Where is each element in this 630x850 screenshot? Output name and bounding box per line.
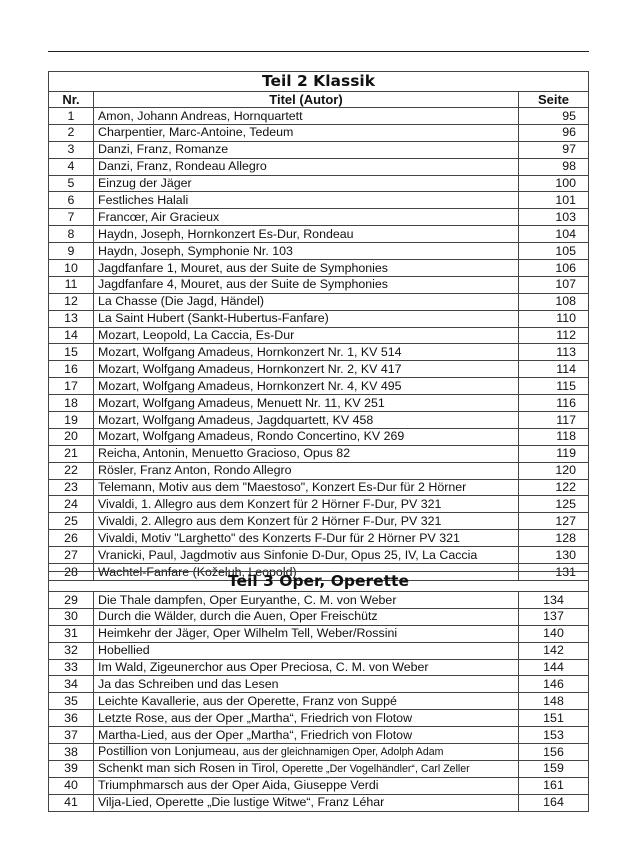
row-title-cell <box>94 479 519 496</box>
top-rule <box>48 51 589 52</box>
row-title-cell <box>94 124 519 141</box>
row-title: Charpentier, Marc-Antoine, Tedeum <box>98 125 294 140</box>
row-number: 1 <box>49 108 94 125</box>
row-page: 146 <box>519 676 589 693</box>
row-title-cell <box>94 445 519 462</box>
row-page: 107 <box>518 276 588 293</box>
row-number: 2 <box>49 124 94 141</box>
row-title: Vivaldi, 1. Allegro aus dem Konzert für 2 Hörner F-Dur, PV 321 <box>98 497 442 512</box>
row-page: 125 <box>518 496 588 513</box>
row-title-cell <box>94 744 519 761</box>
row-title-cell <box>94 693 519 710</box>
row-title: Jagdfanfare 1, Mouret, aus der Suite de Symphonies <box>98 260 388 275</box>
row-title-cell <box>94 462 519 479</box>
row-title-cell <box>94 608 519 625</box>
row-number: 17 <box>49 378 94 395</box>
row-number: 24 <box>49 496 94 513</box>
row-title: Schenkt man sich Rosen in Tirol, <box>98 760 282 775</box>
row-page: 104 <box>518 226 588 243</box>
row-title-cell <box>94 243 519 260</box>
row-number: 15 <box>49 344 94 361</box>
row-number: 37 <box>49 727 94 744</box>
row-title: Mozart, Wolfgang Amadeus, Hornkonzert Nr. 4, KV 495 <box>98 378 402 393</box>
row-number: 39 <box>49 760 94 777</box>
row-page: 103 <box>518 209 588 226</box>
table-row <box>49 243 589 260</box>
row-page: 122 <box>518 479 588 496</box>
row-title-cell <box>94 547 519 564</box>
table-row <box>49 293 589 310</box>
row-number: 21 <box>49 445 94 462</box>
row-number: 35 <box>49 693 94 710</box>
table-row <box>49 327 589 344</box>
row-title: Vivaldi, Motiv "Larghetto" des Konzerts F-Dur für 2 Hörner PV 321 <box>98 530 460 545</box>
table-row <box>49 710 589 727</box>
row-page: 130 <box>518 547 588 564</box>
table-row <box>49 226 589 243</box>
row-title-cell <box>94 361 519 378</box>
table-row <box>49 412 589 429</box>
row-page: 117 <box>518 412 588 429</box>
row-page: 164 <box>519 794 589 811</box>
row-title: Haydn, Joseph, Hornkonzert Es-Dur, Rondeau <box>98 226 354 241</box>
row-page: 144 <box>519 659 589 676</box>
row-title-cell <box>94 293 519 310</box>
row-number: 9 <box>49 243 94 260</box>
row-page: 140 <box>519 625 589 642</box>
row-title: Mozart, Wolfgang Amadeus, Menuett Nr. 11, KV 251 <box>98 395 385 410</box>
row-number: 11 <box>49 276 94 293</box>
row-number: 22 <box>49 462 94 479</box>
row-title: Mozart, Wolfgang Amadeus, Jagdquartett, KV 458 <box>98 412 374 427</box>
row-title: Vilja-Lied, Operette „Die lustige Witwe“, Franz Léhar <box>98 795 385 810</box>
table-row <box>49 124 589 141</box>
row-page: 127 <box>518 513 588 530</box>
row-title: Hobellied <box>98 643 150 658</box>
row-page: 112 <box>518 327 588 344</box>
row-page: 95 <box>518 108 588 125</box>
row-number: 5 <box>49 175 94 192</box>
row-title-cell <box>94 760 519 777</box>
row-page: 108 <box>518 293 588 310</box>
row-number: 13 <box>49 310 94 327</box>
row-title: Die Thale dampfen, Oper Euryanthe, C. M. von Weber <box>98 592 397 607</box>
row-title: Festliches Halali <box>98 193 189 207</box>
row-title-cell <box>94 310 519 327</box>
table-teil3 <box>48 571 589 812</box>
row-title-cell <box>94 625 519 642</box>
table-row <box>49 676 589 693</box>
row-number: 34 <box>49 676 94 693</box>
row-title: Jagdfanfare 4, Mouret, aus der Suite de Symphonies <box>98 277 388 292</box>
row-page: 137 <box>519 608 589 625</box>
row-page: 128 <box>518 530 588 547</box>
row-number: 6 <box>49 192 94 209</box>
row-title-cell <box>94 496 519 513</box>
row-number: 29 <box>49 592 94 609</box>
row-page: 153 <box>519 727 589 744</box>
row-number: 4 <box>49 158 94 175</box>
row-title: La Saint Hubert (Sankt-Hubertus-Fanfare) <box>98 311 329 326</box>
table-row <box>49 276 589 293</box>
row-title: Triumphmarsch aus der Oper Aida, Giuseppe Verdi <box>98 778 379 793</box>
row-number: 32 <box>49 642 94 659</box>
row-title: Francœr, Air Gracieux <box>98 209 220 224</box>
row-title-cell <box>94 530 519 547</box>
row-title-cell <box>94 710 519 727</box>
table-row <box>49 760 589 777</box>
row-page: 98 <box>518 158 588 175</box>
row-page: 116 <box>518 395 588 412</box>
row-number: 23 <box>49 479 94 496</box>
row-page: 156 <box>519 744 589 761</box>
row-page: 118 <box>518 428 588 445</box>
row-title-cell <box>94 344 519 361</box>
row-number: 26 <box>49 530 94 547</box>
col-header-nr: Nr. <box>49 92 94 108</box>
row-number: 7 <box>49 209 94 226</box>
row-page: 101 <box>518 192 588 209</box>
table-row <box>49 395 589 412</box>
row-title-cell <box>94 276 519 293</box>
row-number: 25 <box>49 513 94 530</box>
row-title: Vivaldi, 2. Allegro aus dem Konzert für 2 Hörner F-Dur, PV 321 <box>98 513 442 528</box>
section-title: Teil 3 Oper, Operette <box>49 572 589 592</box>
row-page: 97 <box>518 141 588 158</box>
row-number: 10 <box>49 260 94 277</box>
table-row <box>49 209 589 226</box>
row-page: 131 <box>518 564 588 581</box>
table-row <box>49 445 589 462</box>
row-title-cell <box>94 260 519 277</box>
row-page: 120 <box>518 462 588 479</box>
row-title-cell <box>94 428 519 445</box>
row-title-cell <box>94 108 519 125</box>
row-title-cell <box>94 513 519 530</box>
row-title-cell <box>94 659 519 676</box>
table-row <box>49 592 589 609</box>
row-page: 134 <box>519 592 589 609</box>
row-title: La Chasse (Die Jagd, Händel) <box>98 294 264 309</box>
row-number: 12 <box>49 293 94 310</box>
row-number: 38 <box>49 744 94 761</box>
row-page: 161 <box>519 777 589 794</box>
row-page: 115 <box>518 378 588 395</box>
row-title: Ja das Schreiben und das Lesen <box>98 677 279 691</box>
row-title-detail: Operette „Der Vogelhändler“, Carl Zeller <box>281 762 470 775</box>
row-title-cell <box>94 676 519 693</box>
row-title-cell <box>94 192 519 209</box>
row-title: Telemann, Motiv aus dem "Maestoso", Konzert Es-Dur für 2 Hörner <box>98 480 467 495</box>
row-page: 106 <box>518 260 588 277</box>
row-title: Letzte Rose, aus der Oper „Martha“, Friedrich von Flotow <box>98 710 413 725</box>
row-title: Im Wald, Zigeunerchor aus Oper Preciosa, C. M. von Weber <box>98 660 429 675</box>
table-row <box>49 496 589 513</box>
row-page: 159 <box>519 760 589 777</box>
row-title-cell <box>94 777 519 794</box>
row-page: 110 <box>518 310 588 327</box>
table-row <box>49 479 589 496</box>
row-number: 3 <box>49 141 94 158</box>
row-title-cell <box>94 378 519 395</box>
row-title: Rösler, Franz Anton, Rondo Allegro <box>98 463 292 478</box>
table-row <box>49 175 589 192</box>
row-title: Postillion von Lonjumeau, <box>98 744 243 759</box>
row-page: 142 <box>519 642 589 659</box>
row-number: 20 <box>49 428 94 445</box>
table-row <box>49 378 589 395</box>
table-row <box>49 547 589 564</box>
row-title: Amon, Johann Andreas, Hornquartett <box>98 108 303 123</box>
table-row <box>49 344 589 361</box>
table-row <box>49 192 589 209</box>
row-title: Durch die Wälder, durch die Auen, Oper Freischütz <box>98 609 378 624</box>
row-number: 31 <box>49 625 94 642</box>
table-row <box>49 513 589 530</box>
row-title: Einzug der Jäger <box>98 176 192 191</box>
table-row <box>49 462 589 479</box>
row-number: 33 <box>49 659 94 676</box>
table-row <box>49 777 589 794</box>
table-row <box>49 361 589 378</box>
row-title: Danzi, Franz, Rondeau Allegro <box>98 159 267 174</box>
table-row <box>49 625 589 642</box>
row-title-cell <box>94 794 519 811</box>
table-row <box>49 141 589 158</box>
row-page: 148 <box>519 693 589 710</box>
row-title-cell <box>94 412 519 429</box>
row-title: Martha-Lied, aus der Oper „Martha“, Friedrich von Flotow <box>98 727 413 742</box>
table-row <box>49 108 589 125</box>
row-number: 30 <box>49 608 94 625</box>
row-title: Danzi, Franz, Romanze <box>98 142 229 157</box>
row-title-cell <box>94 727 519 744</box>
row-title-cell <box>94 175 519 192</box>
row-number: 27 <box>49 547 94 564</box>
table-row <box>49 530 589 547</box>
row-title: Mozart, Leopold, La Caccia, Es-Dur <box>98 328 295 343</box>
row-title-cell <box>94 158 519 175</box>
row-title: Leichte Kavallerie, aus der Operette, Franz von Suppé <box>98 693 397 708</box>
row-title: Haydn, Joseph, Symphonie Nr. 103 <box>98 243 293 258</box>
row-number: 14 <box>49 327 94 344</box>
col-header-title: Titel (Autor) <box>94 92 519 108</box>
row-number: 18 <box>49 395 94 412</box>
row-title: Mozart, Wolfgang Amadeus, Rondo Concertino, KV 269 <box>98 429 405 444</box>
row-page: 114 <box>518 361 588 378</box>
section-title: Teil 2 Klassik <box>49 72 589 92</box>
table-row <box>49 158 589 175</box>
row-number: 36 <box>49 710 94 727</box>
table-row <box>49 744 589 761</box>
row-page: 100 <box>518 175 588 192</box>
row-number: 28 <box>49 564 94 581</box>
col-header-page: Seite <box>518 92 588 108</box>
row-number: 8 <box>49 226 94 243</box>
table-teil2 <box>48 71 589 581</box>
row-title: Mozart, Wolfgang Amadeus, Hornkonzert Nr. 1, KV 514 <box>98 345 402 360</box>
table-row <box>49 659 589 676</box>
row-page: 119 <box>518 445 588 462</box>
row-number: 41 <box>49 794 94 811</box>
table-row <box>49 693 589 710</box>
row-page: 96 <box>518 124 588 141</box>
row-page: 113 <box>518 344 588 361</box>
row-title-cell <box>94 327 519 344</box>
row-title: Wachtel-Fanfare (Koželuh, Leopold) <box>98 564 297 579</box>
row-title-cell <box>94 141 519 158</box>
row-title-cell <box>94 226 519 243</box>
row-title: Mozart, Wolfgang Amadeus, Hornkonzert Nr. 2, KV 417 <box>98 361 402 376</box>
table-row <box>49 727 589 744</box>
table-row <box>49 260 589 277</box>
row-title-cell <box>94 395 519 412</box>
table-row <box>49 794 589 811</box>
row-title: Vranicki, Paul, Jagdmotiv aus Sinfonie D-Dur, Opus 25, IV, La Caccia <box>98 547 478 562</box>
row-page: 105 <box>518 243 588 260</box>
row-title-cell <box>94 209 519 226</box>
row-number: 16 <box>49 361 94 378</box>
row-number: 19 <box>49 412 94 429</box>
table-row <box>49 642 589 659</box>
row-title: Reicha, Antonin, Menuetto Gracioso, Opus 82 <box>98 446 351 461</box>
row-number: 40 <box>49 777 94 794</box>
row-title-cell <box>94 592 519 609</box>
row-title-cell <box>94 642 519 659</box>
table-row <box>49 310 589 327</box>
row-page: 151 <box>519 710 589 727</box>
table-row <box>49 428 589 445</box>
row-title-detail: aus der gleichnamigen Oper, Adolph Adam <box>242 746 444 759</box>
table-row <box>49 608 589 625</box>
row-title: Heimkehr der Jäger, Oper Wilhelm Tell, Weber/Rossini <box>98 626 398 641</box>
